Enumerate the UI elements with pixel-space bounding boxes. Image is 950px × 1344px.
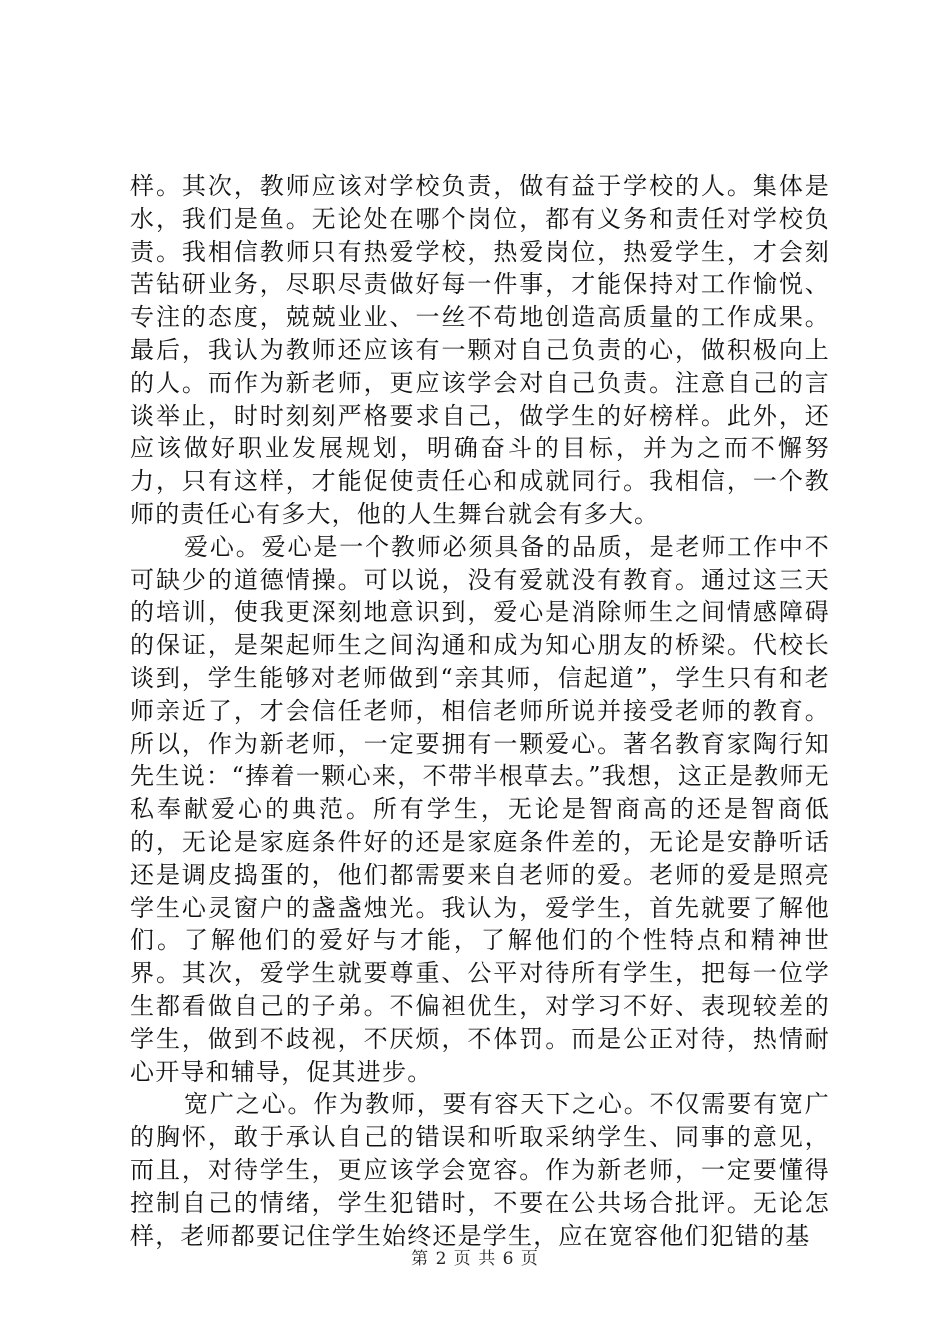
paragraph-responsibility-continued: 样。其次，教师应该对学校负责，做有益于学校的人。集体是水，我们是鱼。无论处在哪个岗位，都有义务和责任对学校负责。我相信教师只有热爱学校，热爱岗位，热爱学生，才会刻苦钻研业务，尽职尽责做好每一件事，才能保持对工作愉悦、专注的态度，兢兢业业、一丝不苟地创造高质量的工作成果。最后，我认为教师还应该有一颗对自己负责的心，做积极向上的人。而作为新老师，更应该学会对自己负责。注意自己的言谈举止，时时刻刻严格要求自己，做学生的好榜样。此外，还应该做好职业发展规划，明确奋斗的目标，并为之而不懈努力，只有这样，才能促使责任心和成就同行。我相信，一个教师的责任心有多大，他的人生舞台就会有多大。 [130,172,830,528]
paragraph-tolerance: 宽广之心。作为教师，要有容天下之心。不仅需要有宽广的胸怀，敢于承认自己的错误和听取采纳学生、同事的意见，而且，对待学生，更应该学会宽容。作为新老师，一定要懂得控制自己的情绪，学生犯错时，不要在公共场合批评。无论怎样，老师都要记住学生始终还是学生，应在宽容他们犯错的基 [130,1090,830,1250]
paragraph-love: 爱心。爱心是一个教师必须具备的品质，是老师工作中不可缺少的道德情操。可以说，没有爱就没有教育。通过这三天的培训，使我更深刻地意识到，爱心是消除师生之间情感障碍的保证，是架起师生之间沟通和成为知心朋友的桥梁。代校长谈到，学生能够对老师做到“亲其师，信起道”，学生只有和老师亲近了，才会信任老师，相信老师所说并接受老师的教育。所以，作为新老师，一定要拥有一颗爱心。著名教育家陶行知先生说：“捧着一颗心来，不带半根草去。”我想，这正是教师无私奉献爱心的典范。所有学生，无论是智商高的还是智商低的，无论是家庭条件好的还是家庭条件差的，无论是安静听话还是调皮捣蛋的，他们都需要来自老师的爱。老师的爱是照亮学生心灵窗户的盏盏烛光。我认为，爱学生，首先就要了解他们。了解他们的爱好与才能，了解他们的个性特点和精神世界。其次，爱学生就要尊重、公平对待所有学生，把每一位学生都看做自己的子弟。不偏袒优生，对学习不好、表现较差的学生，做到不歧视，不厌烦，不体罚。而是公正对待，热情耐心开导和辅导，促其进步。 [130,532,830,1086]
document-body [130,170,830,1252]
page-number-footer: 第 2 页 共 6 页 [411,1249,539,1269]
